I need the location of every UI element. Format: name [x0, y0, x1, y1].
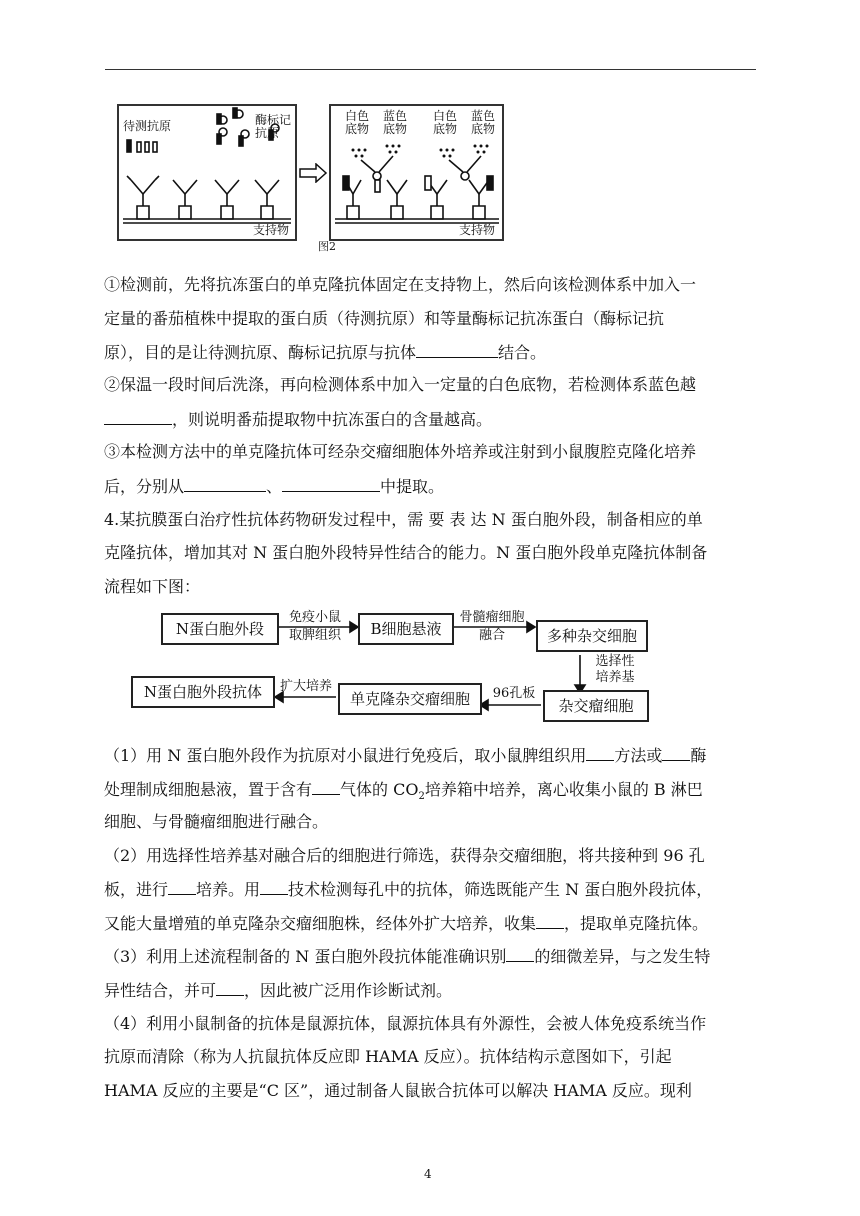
label-support-left: 支持物	[253, 223, 290, 237]
q1-text-e: 气体的 CO	[340, 780, 419, 799]
label-antigen: 待测抗原	[123, 119, 172, 133]
q3-text-a: （3）利用上述流程制备的 N 蛋白胞外段抗体能准确识别	[104, 947, 507, 966]
flow-box-antibody: N蛋白胞外段抗体	[131, 676, 275, 708]
label-support-right: 支持物	[459, 223, 496, 237]
q4-line-3: HAMA 反应的主要是“C 区”，通过制备人鼠嵌合抗体可以解决 HAMA 反应。现利	[104, 1081, 692, 1100]
text-line-7-c: 中提取。	[380, 477, 445, 496]
q3-line-1	[104, 946, 710, 967]
text-line-7-a: 后，分别从	[104, 477, 185, 496]
text-line-3-a: 原），目的是让待测抗原、酶标记抗原与抗体	[104, 343, 417, 362]
q2-text-f: ，提取单克隆抗体。	[564, 914, 709, 933]
label-white-substrate-1: 白色底物	[344, 109, 369, 136]
text-line-5-b: ，则说明番茄提取物中抗冻蛋白的含量越高。	[172, 410, 493, 429]
answer-blank	[662, 745, 690, 761]
flow-box-hybridoma: 杂交瘤细胞	[543, 690, 649, 722]
question-4-line-3: 流程如下图：	[104, 577, 201, 596]
answer-blank	[312, 779, 340, 795]
answer-blank	[168, 879, 196, 895]
q2-line-3	[104, 913, 708, 934]
answer-blank	[536, 913, 564, 929]
q2-text-d: 技术检测每孔中的抗体，筛选既能产生 N 蛋白胞外段抗体，	[288, 880, 713, 899]
figure-caption: 图2	[318, 240, 336, 253]
question-4-line-2: 克隆抗体，增加其对 N 蛋白胞外段特异性结合的能力。N 蛋白胞外段单克隆抗体制备	[104, 543, 708, 562]
flow-box-n-protein: N蛋白胞外段	[161, 613, 279, 645]
q3-text-d: ，因此被广泛用作诊断试剂。	[244, 981, 453, 1000]
flow-label-myeloma: 骨髓瘤细胞	[459, 610, 525, 625]
flow-label-fusion: 融合	[478, 628, 505, 643]
flow-box-monoclonal-hybridoma: 单克隆杂交瘤细胞	[338, 683, 482, 715]
text-line-1: ①检测前，先将抗冻蛋白的单克隆抗体固定在支持物上，然后向该检测体系中加入一	[104, 275, 697, 294]
flow-label-96-well: 96孔板	[492, 686, 536, 701]
flow-label-spleen: 取脾组织	[288, 628, 341, 643]
q3-text-b: 的细微差异，与之发生特	[534, 947, 711, 966]
flow-label-expand: 扩大培养	[279, 679, 332, 694]
q1-text-a: （1）用 N 蛋白胞外段作为抗原对小鼠进行免疫后，取小鼠脾组织用	[104, 746, 587, 765]
text-line-4: ②保温一段时间后洗涤，再向检测体系中加入一定量的白色底物，若检测体系蓝色越	[104, 375, 697, 394]
q3-line-2	[104, 980, 452, 1001]
q1-text-b: 方法或	[614, 746, 663, 765]
answer-blank	[586, 745, 614, 761]
q1-line-3: 细胞、与骨髓瘤细胞进行融合。	[104, 812, 329, 831]
q2-text-c: 培养。用	[196, 880, 261, 899]
answer-blank	[260, 879, 288, 895]
flow-box-hybrid-cells: 多种杂交细胞	[536, 620, 648, 652]
q4-line-1: （4）利用小鼠制备的抗体是鼠源抗体，鼠源抗体具有外源性，会被人体免疫系统当作	[104, 1014, 707, 1033]
q2-text-b: 板，进行	[104, 880, 169, 899]
q2-text-e: 又能大量增殖的单克隆杂交瘤细胞株，经体外扩大培养，收集	[104, 914, 537, 933]
label-blue-substrate-2: 蓝色底物	[470, 109, 495, 136]
label-enzyme-antigen: 酶标记抗原	[255, 113, 292, 140]
q1-text-f: 培养箱中培养，离心收集小鼠的 B 淋巴	[424, 780, 703, 799]
q1-line-1	[104, 745, 706, 766]
q1-co2-subscript: 2	[418, 791, 425, 803]
flow-label-selective: 选择性	[595, 654, 635, 669]
flow-label-immunize: 免疫小鼠	[288, 610, 341, 625]
text-line-2: 定量的番茄植株中提取的蛋白质（待测抗原）和等量酶标记抗冻蛋白（酶标记抗	[104, 309, 665, 328]
answer-blank	[506, 946, 534, 962]
q4-line-2: 抗原而清除（称为人抗鼠抗体反应即 HAMA 反应）。抗体结构示意图如下，引起	[104, 1047, 672, 1066]
q1-line-2	[104, 779, 703, 807]
text-line-6: ③本检测方法中的单克隆抗体可经杂交瘤细胞体外培养或注射到小鼠腹腔克隆化培养	[104, 442, 697, 461]
label-blue-substrate-1: 蓝色底物	[382, 109, 407, 136]
text-line-7-b: 、	[266, 477, 283, 496]
q1-text-c: 酶	[690, 746, 707, 765]
q1-text-d: 处理制成细胞悬液，置于含有	[104, 780, 313, 799]
label-white-substrate-2: 白色底物	[432, 109, 457, 136]
q2-line-1: （2）用选择性培养基对融合后的细胞进行筛选，获得杂交瘤细胞，将共接种到 96 孔	[104, 846, 705, 865]
q2-line-2	[104, 879, 712, 900]
flow-label-medium: 培养基	[595, 670, 635, 685]
question-4-line-1: 4.某抗膜蛋白治疗性抗体药物研发过程中，需 要 表 达 N 蛋白胞外段，制备相应的单	[104, 510, 703, 529]
text-line-3-b: 结合。	[498, 343, 547, 362]
answer-blank	[216, 980, 244, 996]
page-number: 4	[424, 1167, 432, 1181]
flow-box-b-cell: B细胞悬液	[358, 613, 454, 645]
q3-text-c: 异性结合，并可	[104, 981, 217, 1000]
